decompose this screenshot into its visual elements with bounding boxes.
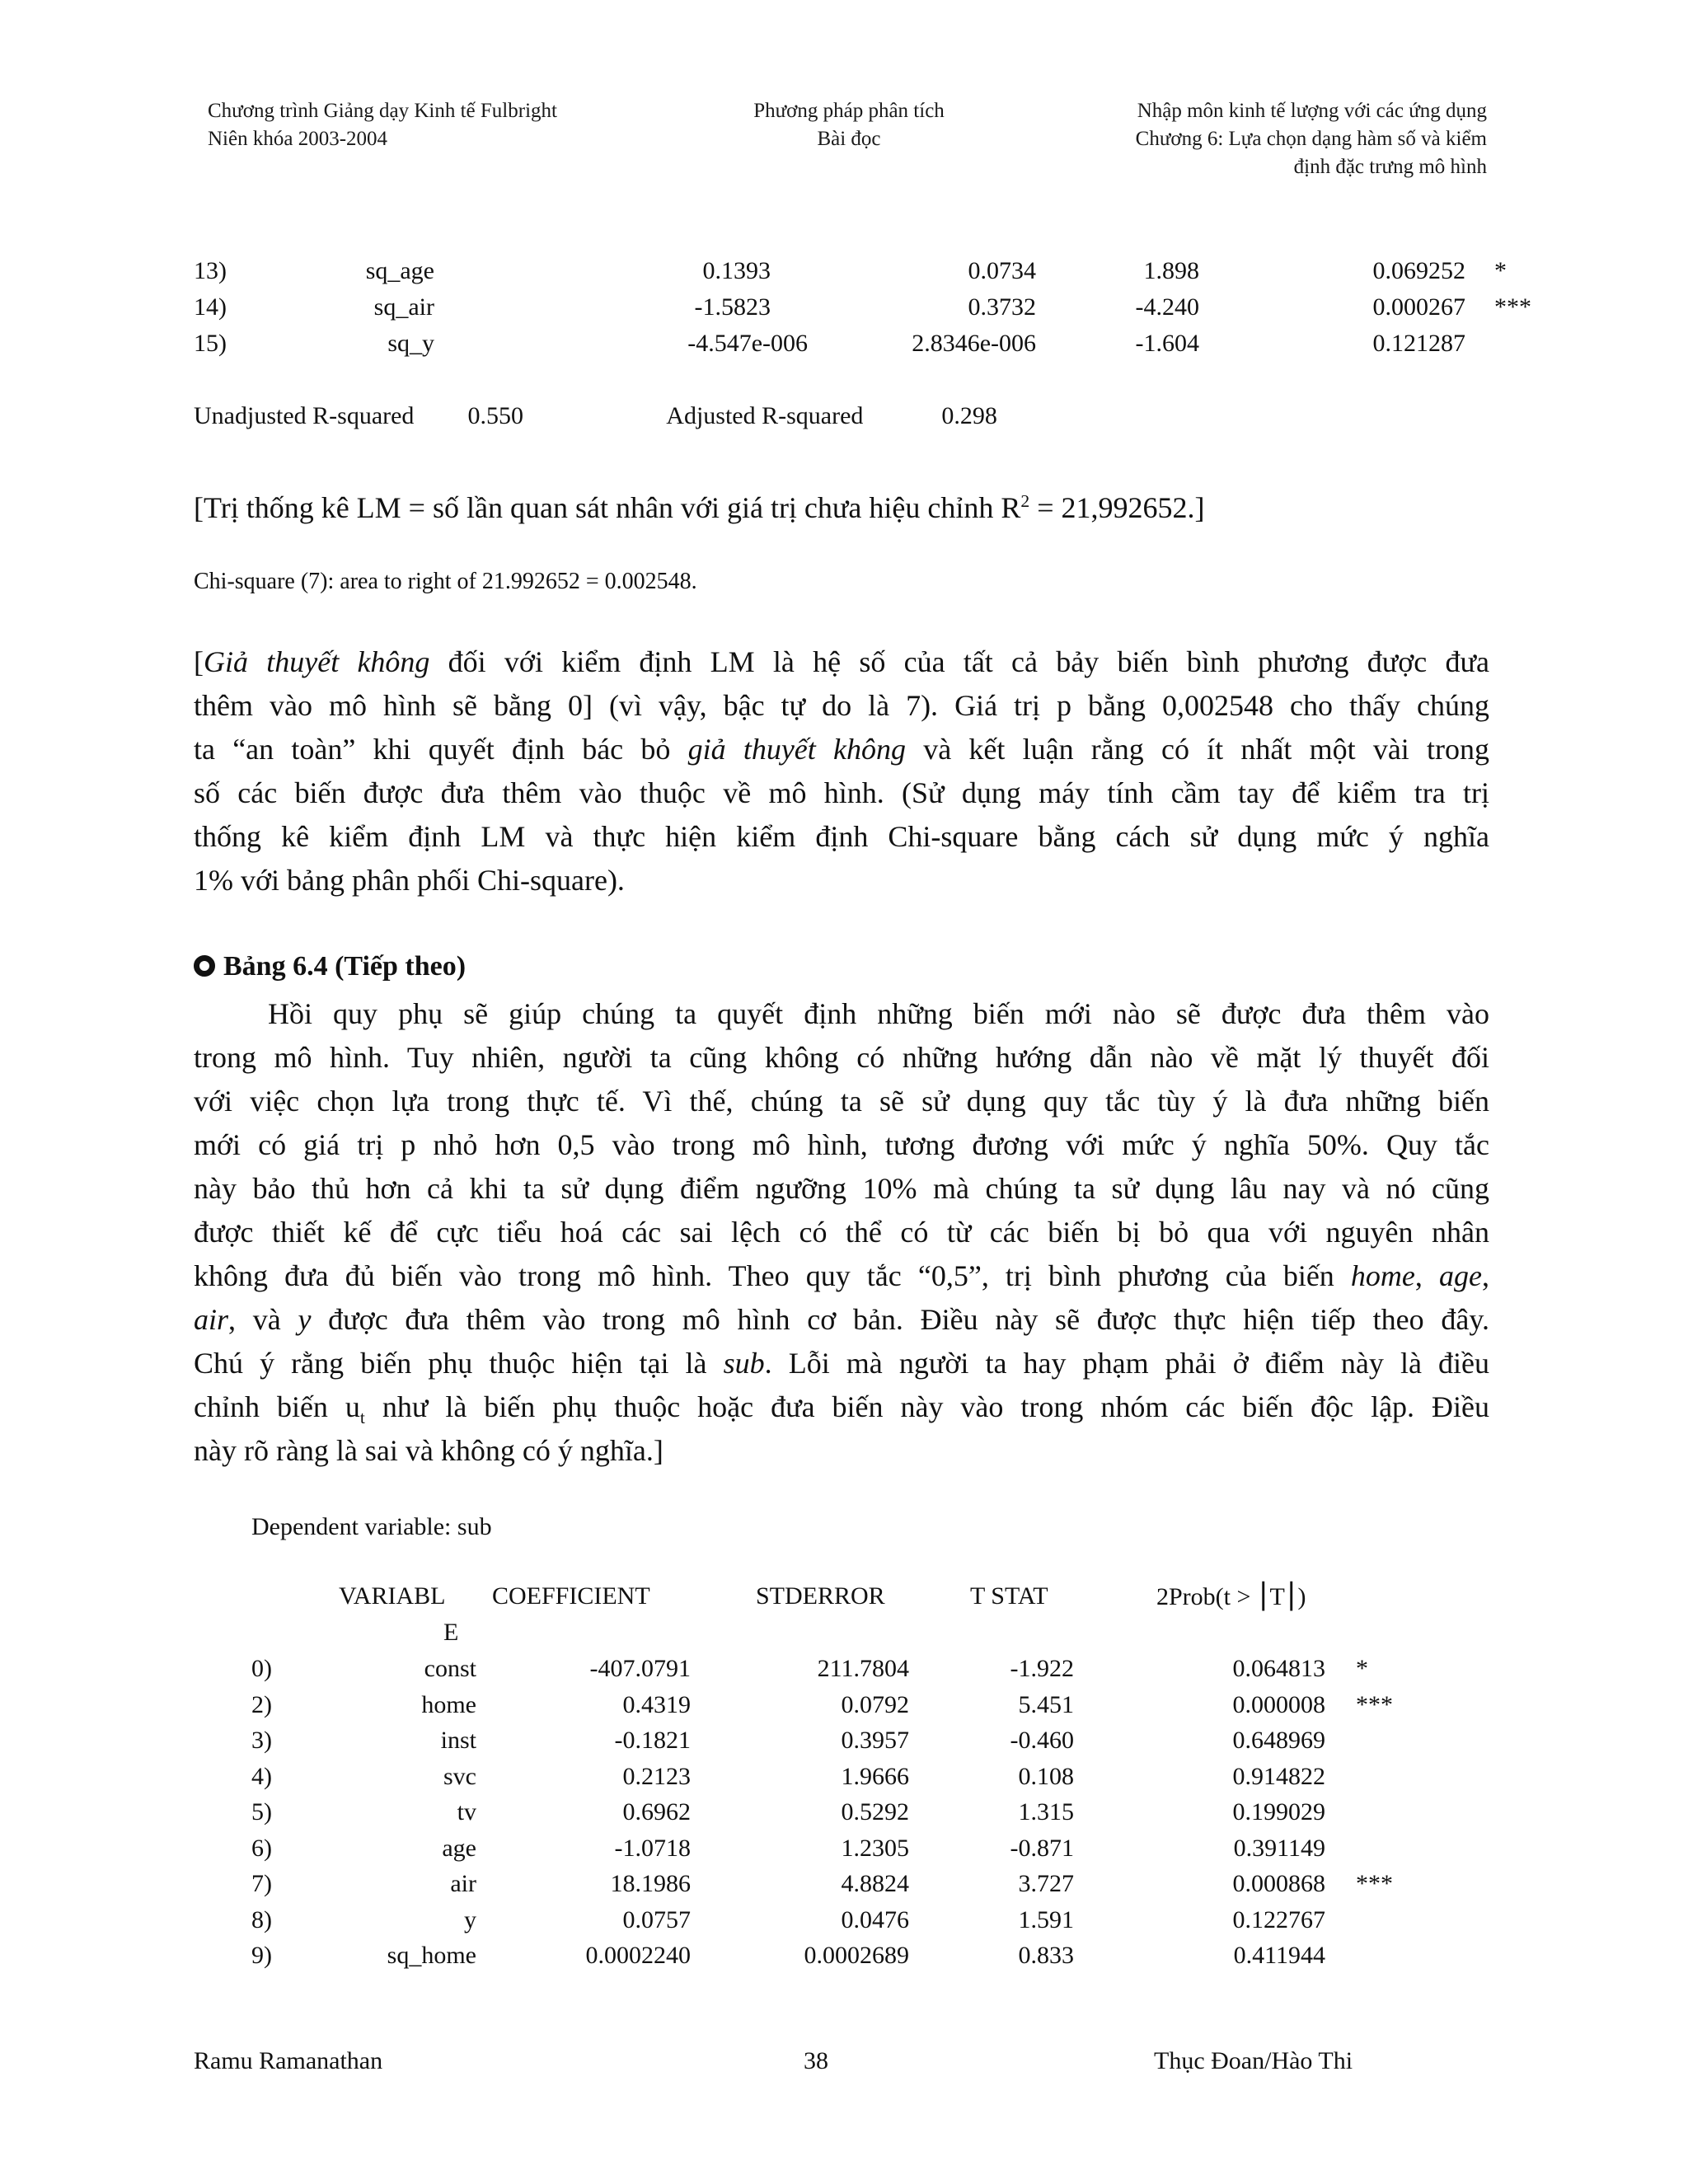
row-pvalue: 0.914822	[1232, 1762, 1325, 1790]
row-variable: sq_air	[373, 293, 434, 321]
row-stderror: 0.0734	[968, 257, 1036, 284]
row-coefficient: 0.0002240	[585, 1942, 691, 1969]
row-significance: ***	[1494, 293, 1531, 321]
row-stderror: 0.0476	[841, 1905, 909, 1933]
row-coefficient: 0.4319	[622, 1690, 691, 1718]
row-stderror: 1.2305	[841, 1834, 909, 1862]
para-line: chỉnh biến $u_t$ như là biến phụ thuộc hoặc đưa biến này vào trong nhóm các biến độc lập. Điều	[194, 1390, 1490, 1428]
section-title: Bảng 6.4 (Tiếp theo)	[194, 951, 466, 982]
row-tstat: -1.604	[1135, 330, 1199, 357]
table-row	[251, 1727, 1688, 1763]
para-line: không đưa đủ biến vào trong mô hình. Theo quy tắc “0,5”, trị bình phương của biến home, age,	[194, 1259, 1489, 1292]
footer-translators: Thục Đoan/Hào Thi	[1154, 2047, 1353, 2074]
header-pvalue: 2Prob(t > ⎮T⎮)	[1156, 1583, 1306, 1610]
row-index: 15)	[194, 330, 227, 357]
row-variable: sq_y	[387, 330, 434, 357]
header-subject: Phương pháp phân tích	[753, 100, 945, 122]
header-program: Chương trình Giảng dạy Kinh tế Fulbright	[208, 100, 557, 122]
paragraph-null-hypothesis	[194, 640, 1489, 902]
para-line: ta “an toàn” khi quyết định bác bỏ giả thuyết không và kết luận rằng có ít nhất một vài trong	[194, 733, 1490, 766]
row-index: 13)	[194, 257, 227, 284]
para-line: này bảo thủ hơn cả khi ta sử dụng điểm ngưỡng 10% mà chúng ta sử dụng lâu nay và nó cũng	[194, 1172, 1489, 1205]
row-tstat: -1.922	[1010, 1655, 1074, 1682]
row-pvalue: 0.648969	[1232, 1727, 1325, 1754]
table-row	[251, 1942, 1688, 1978]
row-coefficient: 0.2123	[622, 1762, 691, 1790]
row-pvalue: 0.069252	[1372, 257, 1465, 284]
row-coefficient: -407.0791	[589, 1655, 691, 1682]
row-tstat: 5.451	[1018, 1690, 1074, 1718]
header-center	[684, 97, 1014, 153]
header-book: Nhập môn kinh tế lượng với các ứng dụng	[1137, 100, 1487, 122]
page-number: 38	[804, 2047, 828, 2074]
header-right	[1136, 97, 1487, 181]
para-line: thêm vào mô hình sẽ bằng 0] (vì vậy, bậc tự do là 7). Giá trị p bằng 0,002548 cho thấy chúng	[194, 689, 1489, 722]
table-row	[251, 1835, 1688, 1871]
row-stderror: 211.7804	[817, 1655, 909, 1682]
table-row	[194, 293, 1677, 330]
row-variable: sq_home	[387, 1942, 476, 1969]
row-variable: age	[442, 1834, 476, 1862]
row-coefficient: -1.0718	[614, 1834, 691, 1862]
header-stderror: STDERROR	[756, 1582, 885, 1610]
row-tstat: -0.460	[1010, 1727, 1074, 1754]
para-line: air, và y được đưa thêm vào trong mô hình cơ bản. Điều này sẽ được thực hiện tiếp theo đây.	[194, 1303, 1490, 1336]
r-squared-stats	[194, 402, 997, 430]
chi-square-result: Chi-square (7): area to right of 21.992652 = 0.002548.	[194, 569, 697, 594]
row-coefficient: -4.547e-006	[687, 330, 808, 357]
row-coefficient: 0.6962	[622, 1798, 691, 1825]
unadjusted-r2-label: Unadjusted R-squared	[194, 402, 415, 429]
row-index: 0)	[251, 1655, 272, 1682]
row-tstat: 0.108	[1018, 1762, 1074, 1790]
row-pvalue: 0.391149	[1233, 1834, 1325, 1862]
row-tstat: 3.727	[1018, 1870, 1074, 1897]
row-index: 3)	[251, 1727, 272, 1754]
table-header-wrap	[251, 1619, 1688, 1655]
para-line: Chú ý rằng biến phụ thuộc hiện tại là sub. Lỗi mà người ta hay phạm phải ở điểm này là điều	[194, 1347, 1489, 1380]
unadjusted-r2-value: 0.550	[467, 402, 523, 429]
row-stderror: 0.5292	[841, 1798, 909, 1825]
header-tstat: T STAT	[970, 1582, 1048, 1610]
row-significance: *	[1494, 257, 1507, 284]
para-line: số các biến được đưa thêm vào thuộc về mô hình. (Sử dụng máy tính cầm tay để kiểm tra trị	[194, 776, 1489, 809]
row-stderror: 1.9666	[841, 1762, 909, 1790]
row-tstat: -4.240	[1135, 293, 1199, 321]
row-variable: air	[450, 1870, 476, 1897]
circle-bullet-icon	[194, 955, 215, 977]
footer-author: Ramu Ramanathan	[194, 2047, 383, 2074]
row-stderror: 0.3732	[968, 293, 1036, 321]
row-pvalue: 0.411944	[1233, 1942, 1325, 1969]
table-row	[251, 1798, 1688, 1835]
row-pvalue: 0.000267	[1372, 293, 1465, 321]
adjusted-r2-value: 0.298	[941, 402, 997, 429]
row-pvalue: 0.122767	[1232, 1905, 1325, 1933]
row-pvalue: 0.000868	[1232, 1870, 1325, 1897]
header-coefficient: COEFFICIENT	[492, 1582, 650, 1610]
table-row	[251, 1906, 1688, 1943]
header-reading: Bài đọc	[817, 128, 881, 150]
row-pvalue: 0.199029	[1232, 1798, 1325, 1825]
table-row	[251, 1691, 1688, 1727]
row-coefficient: 18.1986	[610, 1870, 691, 1897]
row-index: 14)	[194, 293, 227, 321]
table-row	[251, 1870, 1688, 1906]
row-stderror: 0.0002689	[804, 1942, 909, 1969]
row-index: 6)	[251, 1834, 272, 1862]
para-line: này rõ ràng là sai và không có ý nghĩa.]	[194, 1434, 663, 1467]
header-chapter-l1: Chương 6: Lựa chọn dạng hàm số và kiểm	[1135, 128, 1487, 150]
adjusted-r2-label: Adjusted R-squared	[666, 402, 864, 429]
row-tstat: 0.833	[1018, 1942, 1074, 1969]
row-stderror: 2.8346e-006	[912, 330, 1036, 357]
row-index: 2)	[251, 1690, 272, 1718]
para-line: thống kê kiểm định LM và thực hiện kiểm định Chi-square bằng cách sử dụng mức ý nghĩa	[194, 820, 1489, 853]
row-stderror: 0.0792	[841, 1690, 909, 1718]
header-left	[208, 97, 557, 153]
table-row	[194, 257, 1677, 293]
header-variable-wrap: E	[443, 1619, 459, 1646]
row-tstat: -0.871	[1010, 1834, 1074, 1862]
table-header	[251, 1582, 1688, 1619]
para-line: được thiết kế để cực tiểu hoá các sai lệch có thể có từ các biến bị bỏ qua với nguyên nhân	[194, 1216, 1489, 1249]
row-significance: ***	[1356, 1690, 1393, 1718]
row-coefficient: 0.0757	[622, 1905, 691, 1933]
row-variable: svc	[443, 1762, 476, 1790]
row-index: 8)	[251, 1905, 272, 1933]
header-year: Niên khóa 2003-2004	[208, 128, 388, 150]
para-line: mới có giá trị p nhỏ hơn 0,5 vào trong mô hình, tương đương với mức ý nghĩa 50%. Quy tắc	[194, 1128, 1489, 1161]
row-variable: inst	[440, 1727, 476, 1754]
row-tstat: 1.898	[1143, 257, 1199, 284]
lm-statistic-note: [Trị thống kê LM = số lần quan sát nhân với giá trị chưa hiệu chỉnh $R^2 = 21,992652$.]	[194, 491, 1205, 524]
row-variable: tv	[457, 1798, 476, 1825]
row-tstat: 1.315	[1018, 1798, 1074, 1825]
row-variable: sq_age	[365, 257, 434, 284]
row-variable: const	[424, 1655, 476, 1682]
para-line: trong mô hình. Tuy nhiên, người ta cũng không có những hướng dẫn nào về mặt lý thuyết đối	[194, 1041, 1489, 1074]
row-significance: ***	[1356, 1870, 1393, 1897]
row-variable: y	[464, 1905, 476, 1933]
row-index: 5)	[251, 1798, 272, 1825]
table-row	[251, 1763, 1688, 1799]
para-line: 1% với bảng phân phối Chi-square).	[194, 864, 625, 897]
row-coefficient: -0.1821	[614, 1727, 691, 1754]
row-index: 9)	[251, 1942, 272, 1969]
row-index: 7)	[251, 1870, 272, 1897]
table-row	[251, 1655, 1688, 1691]
row-tstat: 1.591	[1018, 1905, 1074, 1933]
row-coefficient: 0.1393	[702, 257, 771, 284]
row-variable: home	[421, 1690, 476, 1718]
row-coefficient: -1.5823	[694, 293, 771, 321]
row-pvalue: 0.000008	[1232, 1690, 1325, 1718]
row-stderror: 0.3957	[841, 1727, 909, 1754]
row-pvalue: 0.121287	[1372, 330, 1465, 357]
para-line: Hồi quy phụ sẽ giúp chúng ta quyết định những biến mới nào sẽ được đưa thêm vào	[268, 997, 1489, 1030]
row-pvalue: 0.064813	[1232, 1655, 1325, 1682]
row-stderror: 4.8824	[841, 1870, 909, 1897]
paragraph-auxiliary-regression	[194, 992, 1489, 1473]
header-variable: VARIABL	[339, 1582, 446, 1610]
row-significance: *	[1356, 1655, 1368, 1682]
header-chapter-l2: định đặc trưng mô hình	[1293, 156, 1487, 178]
row-index: 4)	[251, 1762, 272, 1790]
para-line: với việc chọn lựa trong thực tế. Vì thế, chúng ta sẽ sử dụng quy tắc tùy ý là đưa những biến	[194, 1085, 1489, 1118]
dependent-variable-label: Dependent variable: sub	[251, 1513, 492, 1540]
table-row	[194, 330, 1677, 366]
para-line: [Giả thuyết không đối với kiểm định LM là hệ số của tất cả bảy biến bình phương được đưa	[194, 645, 1489, 678]
